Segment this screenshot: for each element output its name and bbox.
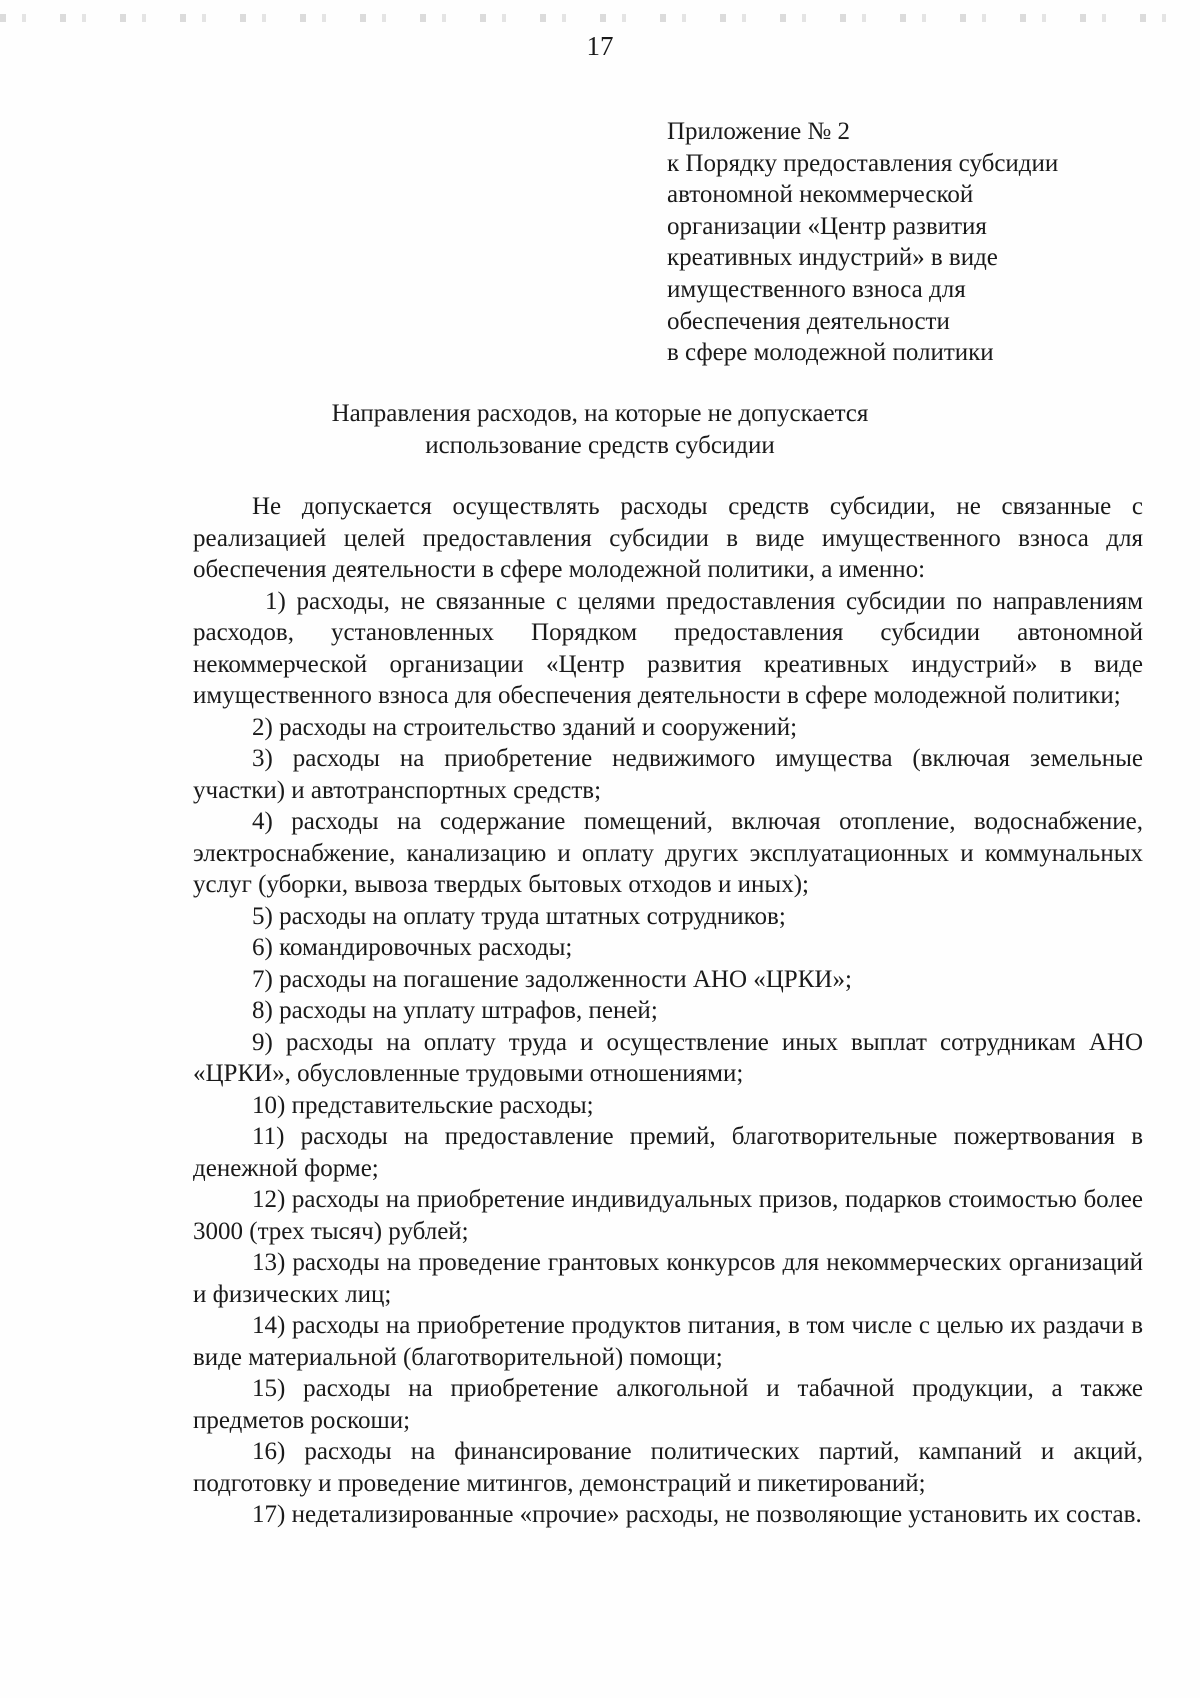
- list-item: 4) расходы на содержание помещений, включая отопление, водоснабжение, электроснабжение, канализацию и оплату других эксплуатационных и коммунальных услуг (уборки, вывоза твердых бытовых отходов и иных);: [193, 808, 1143, 898]
- list-item: 3) расходы на приобретение недвижимого имущества (включая земельные участки) и автотранспортных средств;: [193, 745, 1143, 804]
- appendix-block: [667, 116, 1167, 369]
- intro-paragraph: Не допускается осуществлять расходы средств субсидии, не связанные с реализацией целей предоставления субсидии в виде имущественного взноса для обеспечения деятельности в сфере молодежной политики, а именно:: [193, 493, 1143, 583]
- list-item: 15) расходы на приобретение алкогольной и табачной продукции, а также предметов роскоши;: [193, 1375, 1143, 1434]
- list-item: 2) расходы на строительство зданий и сооружений;: [252, 713, 798, 741]
- list-item: 1) расходы, не связанные с целями предоставления субсидии по направлениям расходов, установленных Порядком предоставления субсидии автономной некоммерческой организации «Центр развития креативных индустрий» в виде имущественного взноса для обеспечения деятельности в сфере молодежной политики;: [193, 587, 1143, 709]
- list-item: 14) расходы на приобретение продуктов питания, в том числе с целью их раздачи в виде материальной (благотворительной) помощи;: [193, 1312, 1143, 1371]
- appendix-line: в сфере молодежной политики: [667, 339, 994, 367]
- appendix-line: автономной некоммерческой: [667, 181, 974, 209]
- list-item: 13) расходы на проведение грантовых конкурсов для некоммерческих организаций и физических лиц;: [193, 1249, 1143, 1308]
- list-item: 16) расходы на финансирование политических партий, кампаний и акций, подготовку и проведение митингов, демонстраций и пикетирований;: [193, 1438, 1143, 1497]
- appendix-line: организации «Центр развития: [667, 212, 987, 240]
- heading-line: Направления расходов, на которые не допускается: [331, 400, 869, 427]
- list-item: 6) командировочных расходы;: [252, 934, 573, 961]
- list-item: 9) расходы на оплату труда и осуществление иных выплат сотрудникам АНО «ЦРКИ», обусловленные трудовыми отношениями;: [193, 1028, 1143, 1087]
- document-body: [193, 491, 1143, 1531]
- page-number: 17: [586, 31, 614, 61]
- list-item: 10) представительские расходы;: [252, 1091, 594, 1119]
- appendix-line: к Порядку предоставления субсидии: [667, 149, 1059, 177]
- appendix-line: креативных индустрий» в виде: [667, 244, 998, 272]
- list-item: 12) расходы на приобретение индивидуальных призов, подарков стоимостью более 3000 (трех тысяч) рублей;: [193, 1186, 1143, 1245]
- appendix-line: имущественного взноса для: [667, 275, 966, 303]
- heading-line: использование средств субсидии: [425, 431, 775, 459]
- list-item: 17) недетализированные «прочие» расходы, не позволяющие установить их состав.: [252, 1501, 1142, 1528]
- appendix-line: обеспечения деятельности: [667, 307, 950, 335]
- list-item: 5) расходы на оплату труда штатных сотрудников;: [252, 902, 786, 930]
- appendix-line: Приложение № 2: [667, 118, 851, 145]
- list-item: 7) расходы на погашение задолженности АНО «ЦРКИ»;: [252, 965, 852, 993]
- list-item: 8) расходы на уплату штрафов, пеней;: [252, 997, 658, 1024]
- scan-edge-artifact: [0, 14, 1200, 22]
- document-heading: [0, 398, 1200, 461]
- list-item: 11) расходы на предоставление премий, благотворительные пожертвования в денежной форме;: [193, 1123, 1143, 1182]
